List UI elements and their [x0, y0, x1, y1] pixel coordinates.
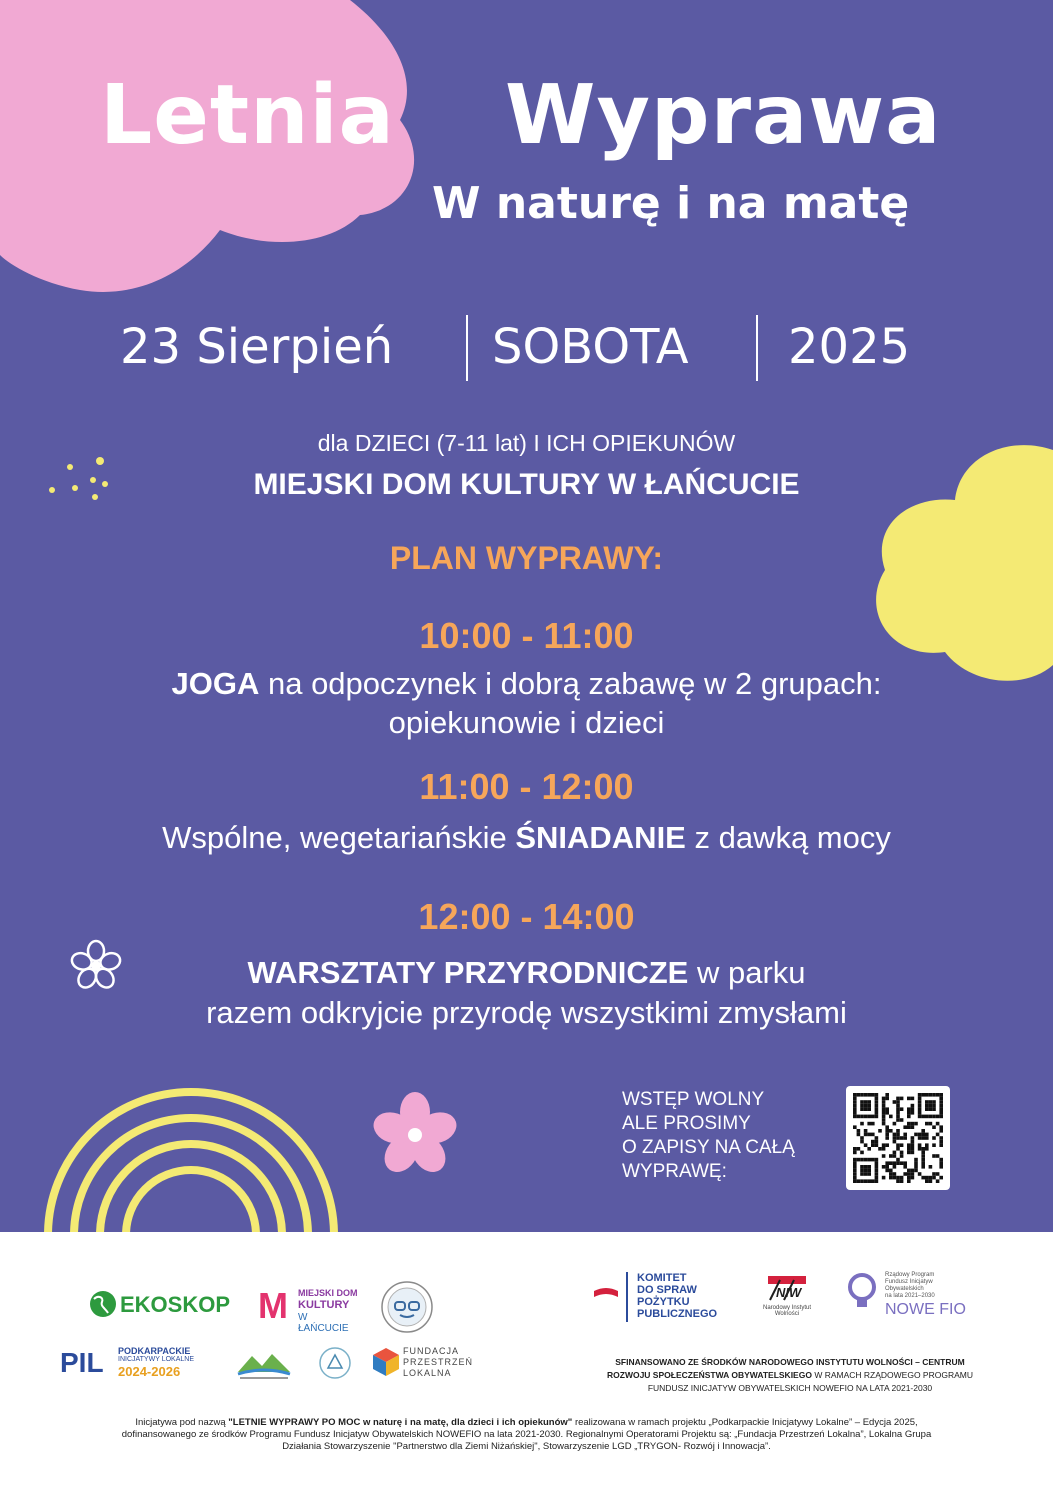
logo-text: KULTURY — [298, 1299, 350, 1311]
logo-text: Rządowy Program — [885, 1272, 935, 1278]
globe-icon — [88, 1289, 118, 1319]
fio-caption — [885, 1272, 935, 1300]
logo-text: na lata 2021–2030 — [885, 1293, 935, 1299]
komitet-logo — [637, 1272, 717, 1320]
event-year: 2025 — [788, 319, 911, 375]
pil-logo — [60, 1345, 220, 1381]
subtitle: W naturę i na matę — [432, 178, 910, 229]
lightbulb-icon — [845, 1272, 879, 1312]
funding-line: FUNDUSZ INICJATYW OBYWATELSKICH NOWEFIO NA LATA 2021-2030 — [647, 1383, 933, 1393]
funding-rest: W RAMACH RZĄDOWEGO PROGRAMU — [811, 1370, 973, 1380]
footer-line: dofinansowanego ze środków Programu Fundusz Inicjatyw Obywatelskich NOWEFIO na lata 2021-2030. Regionalnymi Operatorami Projektu są: „Fundacja Przestrzeń Lokalna”, Lokalna Grupa — [121, 1429, 932, 1440]
plan-heading: PLAN WYPRAWY: — [389, 540, 664, 576]
schedule-time: 10:00 - 11:00 — [419, 615, 634, 656]
logo-text: 2024-2026 — [118, 1364, 181, 1379]
schedule-desc-line2: razem odkryjcie przyrodę wszystkimi zmysłami — [206, 995, 847, 1030]
activity-detail: z dawką mocy — [685, 820, 891, 855]
schedule-desc — [0, 666, 1053, 702]
activity-name: WARSZTATY PRZYRODNICZE — [247, 955, 689, 990]
logo-text: PRZESTRZEŃ — [403, 1357, 474, 1367]
fundacja-logo — [372, 1345, 482, 1381]
circle-seal-icon — [318, 1346, 352, 1380]
title-word-2: Wyprawa — [505, 68, 942, 163]
event-day: SOBOTA — [492, 319, 689, 375]
qr-code[interactable] — [846, 1086, 950, 1190]
niw-logo — [752, 1272, 822, 1322]
logo-text: PODKARPACKIE — [118, 1346, 191, 1356]
logo-text: MIEJSKI DOM — [298, 1288, 358, 1298]
footer-line — [30, 1417, 1023, 1429]
activity-detail: w parku — [688, 955, 806, 990]
logo-text: NIW — [776, 1285, 802, 1300]
activity-detail: na odpoczynek i dobrą zabawę w 2 grupach: — [259, 666, 882, 701]
registration-line: WYPRAWĘ: — [622, 1161, 727, 1182]
logo-text: Obywatelskich — [885, 1286, 924, 1292]
venue: MIEJSKI DOM KULTURY W ŁAŃCUCIE — [253, 468, 800, 501]
badge-logo-icon — [380, 1280, 434, 1334]
mdk-logo — [258, 1285, 358, 1334]
divider — [756, 315, 758, 381]
rainbow-arcs-decoration — [28, 1085, 348, 1232]
schedule-desc-line2: opiekunowie i dzieci — [388, 705, 665, 740]
logo-text: NOWE FIO — [885, 1301, 966, 1318]
schedule-time: 11:00 - 12:00 — [419, 766, 634, 807]
title-word-1: Letnia — [100, 68, 395, 163]
funding-note — [560, 1356, 1020, 1395]
schedule-desc — [0, 820, 1053, 856]
logo-text: KOMITET — [637, 1272, 687, 1284]
logo-text: DO SPRAW — [637, 1284, 697, 1296]
footer-rest: realizowana w ramach projektu „Podkarpackie Inicjatywy Lokalne” – Edycja 2025, — [572, 1417, 918, 1428]
logo-text: POŻYTKU — [637, 1296, 690, 1308]
divider — [466, 315, 468, 381]
logo-text: FUNDACJA — [403, 1346, 460, 1356]
schedule-time: 12:00 - 14:00 — [418, 896, 635, 937]
footer-line: Działania Stowarzyszenie "Partnerstwo dla Ziemi Niżańskiej", Stowarzyszenie LGD „TRYGON- Rozwój i Innowacja”. — [282, 1441, 771, 1452]
landscape-logo-icon — [234, 1346, 294, 1382]
funding-line — [560, 1369, 1020, 1382]
footer-note — [30, 1417, 1023, 1453]
date-line — [120, 315, 940, 385]
audience-line: dla DZIECI (7-11 lat) I ICH OPIEKUNÓW — [317, 430, 736, 456]
pil-short: PIL — [60, 1347, 104, 1378]
registration-note — [622, 1088, 795, 1184]
activity-detail-pre: Wspólne, wegetariańskie — [162, 820, 516, 855]
qr-code-icon — [846, 1086, 950, 1190]
divider — [626, 1272, 628, 1322]
funding-bold: ROZWOJU SPOŁECZEŃSTWA OBYWATELSKIEGO — [607, 1370, 812, 1380]
poland-flag-icon — [592, 1283, 620, 1303]
activity-name: ŚNIADANIE — [515, 820, 686, 855]
registration-line: ALE PROSIMY — [622, 1113, 751, 1134]
registration-line: O ZAPISY NA CAŁĄ — [622, 1137, 795, 1158]
footer-pre: Inicjatywa pod nazwą — [135, 1417, 229, 1428]
pink-flower-icon — [370, 1090, 460, 1180]
flower-outline-icon — [68, 938, 124, 994]
logo-text: INICJATYWY LOKALNE — [118, 1356, 194, 1363]
logo-text: Fundusz Inicjatyw — [885, 1279, 933, 1285]
activity-name: JOGA — [171, 666, 260, 701]
logo-text: LOKALNA — [403, 1368, 452, 1378]
footer-bold: "LETNIE WYPRAWY PO MOC w naturę i na matę, dla dzieci i ich opiekunów" — [228, 1417, 573, 1428]
registration-line: WSTĘP WOLNY — [622, 1089, 765, 1110]
event-date: 23 Sierpień — [120, 319, 394, 375]
mdk-m-icon: M — [258, 1285, 288, 1326]
cube-icon — [372, 1347, 400, 1377]
logo-text: Narodowy Instytut Wolności — [762, 1305, 812, 1317]
logo-text: PUBLICZNEGO — [637, 1308, 718, 1320]
schedule-desc — [0, 955, 1053, 991]
funding-line: SFINANSOWANO ZE ŚRODKÓW NARODOWEGO INSTYTUTU WOLNOŚCI – CENTRUM — [615, 1357, 965, 1367]
logo-text: EKOSKOP — [120, 1292, 231, 1317]
ekoskop-logo — [88, 1287, 233, 1323]
logo-text: W ŁAŃCUCIE — [298, 1312, 349, 1334]
nowe-fio-logo — [845, 1270, 975, 1325]
